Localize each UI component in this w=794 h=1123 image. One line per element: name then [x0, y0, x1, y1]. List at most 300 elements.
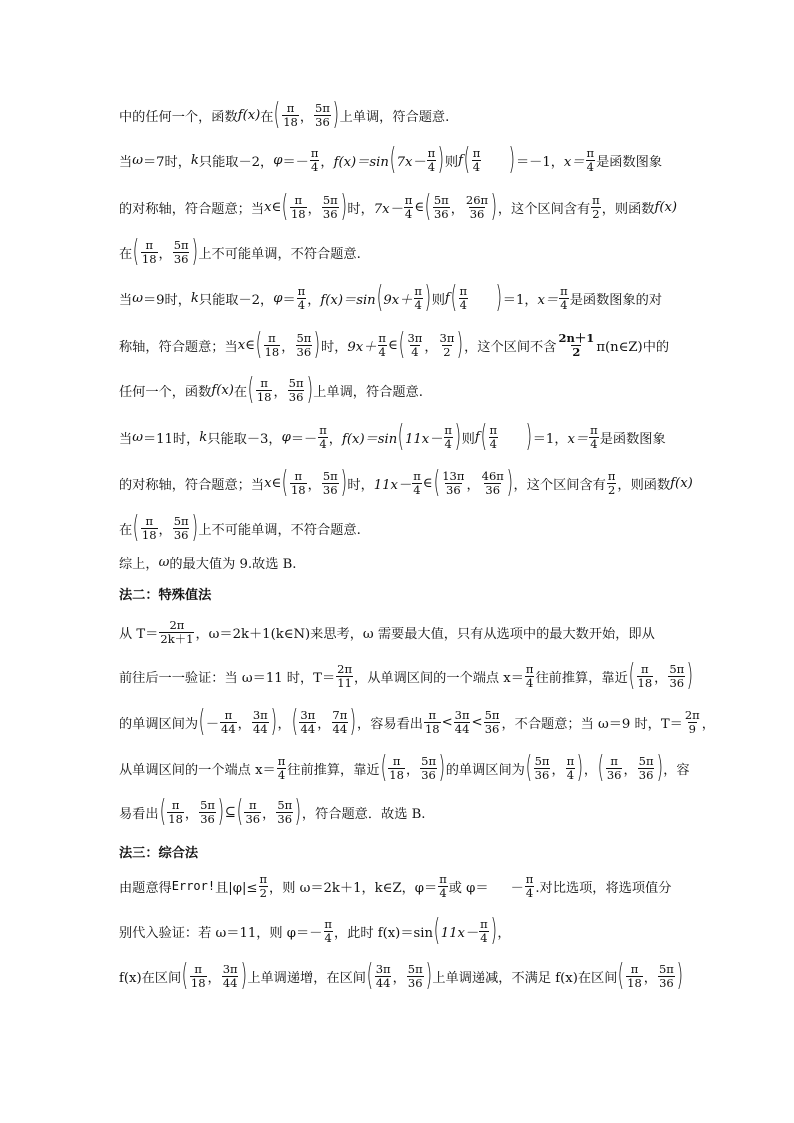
den: 18 [637, 675, 653, 690]
text: 只能取 [198, 154, 239, 170]
num: π [560, 283, 568, 298]
num: π [428, 707, 437, 722]
interval: ( $\frac{\pi}{36}$ ， $\frac{5\pi}{36}$ ) [236, 794, 302, 829]
fraction [322, 470, 339, 497]
interval: ( $\frac{\pi}{18}$ ， $\frac{5\pi}{36}$ ) [618, 958, 683, 993]
interval: ( $\frac{\pi}{18}$ ， $\frac{3\pi}{44}$ ) [181, 958, 247, 993]
num: π [630, 961, 639, 976]
num: π [610, 753, 618, 768]
den: 2 [572, 344, 581, 359]
den: 36 [659, 975, 674, 990]
den: 36 [534, 767, 550, 782]
text: k [190, 290, 199, 306]
num: π [592, 192, 600, 207]
text: ， [497, 925, 511, 941]
text: ＝－ [282, 154, 309, 170]
text: 往前推算，靠近 [535, 670, 628, 686]
fraction [407, 963, 424, 990]
fraction [310, 147, 320, 174]
num: π [607, 468, 616, 483]
text: x∈ [264, 199, 282, 215]
den: 4 [277, 767, 286, 782]
fraction [559, 285, 569, 312]
den: 44 [454, 721, 470, 736]
num: π [439, 871, 447, 886]
num: 5π [173, 237, 189, 252]
text: < [471, 714, 483, 730]
fraction [488, 424, 498, 451]
num: π [472, 145, 481, 160]
text: ，则 ω＝2k＋1，k∈Z，φ＝ [269, 880, 438, 896]
text: 时， [321, 339, 348, 355]
den: 36 [245, 811, 261, 826]
text: f(x)＝sin [333, 154, 389, 170]
den: 36 [669, 675, 685, 690]
den: 2 [607, 482, 616, 497]
num: 26π [465, 192, 489, 207]
interval: ( $\frac{\pi}{18}$ ， $\frac{5\pi}{36}$ ) [628, 658, 694, 693]
den: 36 [469, 206, 485, 221]
text: f(x)＝sin [320, 292, 376, 308]
text: ，这个区间含有 [497, 201, 591, 217]
text: ω [132, 152, 143, 168]
fraction [443, 424, 453, 451]
text: f [474, 429, 480, 445]
num: 3π [300, 707, 316, 722]
fraction [412, 470, 422, 497]
text: 综上， [119, 556, 159, 572]
fraction [557, 332, 595, 359]
den: 44 [375, 975, 391, 990]
den: 4 [444, 436, 452, 451]
fraction [525, 663, 535, 690]
den: 2 [259, 885, 267, 900]
fraction [439, 332, 456, 359]
den: 18 [141, 527, 157, 542]
text: φ [281, 429, 291, 445]
text: ∈ [422, 475, 433, 491]
den: 4 [414, 297, 422, 312]
fraction [413, 285, 423, 312]
fraction [173, 515, 190, 542]
text: － [205, 716, 220, 732]
den: 4 [590, 436, 598, 451]
den: 36 [484, 721, 500, 736]
text: ⊆ [224, 804, 236, 820]
paren: ( $\frac{\pi}{4}$ ) [463, 142, 516, 177]
text: f [458, 152, 463, 168]
fraction [404, 194, 414, 221]
line-2 [119, 140, 662, 180]
fraction [299, 709, 316, 736]
paren: ( 9x＋ $\frac{\pi}{4}$ ) [376, 280, 432, 315]
fraction [586, 147, 596, 174]
den: 4 [378, 344, 386, 359]
text: 上不可能单调，不符合题意. [198, 522, 361, 538]
den: 4 [324, 930, 332, 945]
text: 的单调区间为 [119, 716, 199, 732]
fraction [427, 147, 437, 174]
den: 4 [439, 885, 447, 900]
num: π [404, 192, 413, 207]
den: 18 [424, 721, 440, 736]
den: 18 [627, 975, 642, 990]
interval: ( $\frac{\pi}{18}$ ， $\frac{5\pi}{36}$ ) [281, 465, 347, 500]
num: π [224, 707, 233, 722]
line-10 [119, 508, 361, 548]
fraction [318, 424, 328, 451]
text: x＝ [567, 431, 589, 447]
num: π [268, 330, 276, 345]
den: 36 [638, 767, 654, 782]
fraction [336, 663, 353, 690]
text: 当 [119, 154, 133, 170]
fraction [479, 918, 489, 945]
num: 2π [169, 617, 185, 632]
paren: ( 11x－ $\frac{\pi}{4}$ ) [433, 913, 497, 948]
num: 5π [173, 513, 189, 528]
fraction [465, 194, 489, 221]
fraction [290, 194, 307, 221]
text: x＝ [563, 154, 585, 170]
num: π [427, 145, 436, 160]
interval: ( $\frac{3\pi}{44}$ ， $\frac{7\pi}{44}$ ) [291, 704, 357, 739]
num: π [392, 753, 401, 768]
den: 36 [606, 767, 622, 782]
num: 5π [484, 707, 500, 722]
den: 4 [586, 159, 594, 174]
num: π [413, 468, 421, 483]
num: π [194, 961, 202, 976]
num: 3π [407, 330, 423, 345]
text: 是函数图象的对 [569, 292, 663, 308]
den: 4 [526, 675, 534, 690]
line-9 [119, 463, 693, 503]
method-2-heading [119, 578, 211, 608]
den: 36 [296, 344, 312, 359]
num: 7π [332, 707, 348, 722]
interval: ( $\frac{\pi}{18}$ ， $\frac{5\pi}{36}$ ) [281, 189, 347, 224]
fraction [323, 918, 333, 945]
fraction [331, 709, 348, 736]
interval: ( $\frac{\pi}{18}$ ， $\frac{5\pi}{36}$ ) [132, 234, 198, 269]
line-6 [119, 325, 669, 365]
den: 44 [252, 721, 268, 736]
text: 的最大值为 9.故选 B. [169, 556, 297, 572]
text: 往前推算，靠近 [287, 762, 380, 778]
fraction [525, 873, 535, 900]
text: ＝－1， [515, 154, 564, 170]
num: 5π [638, 753, 654, 768]
text: 的对称轴，符合题意；当 [119, 477, 265, 493]
text: 上单调，符合题意. [339, 109, 450, 125]
den: 11 [337, 675, 352, 690]
num: π [444, 422, 452, 437]
text: f(x)＝sin [341, 431, 398, 447]
den: 44 [332, 721, 348, 736]
text: 在 [119, 522, 133, 538]
text: 在 [233, 384, 248, 400]
interval: ( $\frac{5\pi}{36}$ ， $\frac{26\pi}{36}$ ) [424, 189, 498, 224]
text: ＝11 [142, 431, 173, 447]
text: < [441, 714, 453, 730]
fraction [534, 755, 551, 782]
paren: ( $\frac{\pi}{4}$ ) [450, 280, 503, 315]
interval: ( $\frac{13\pi}{36}$ ， $\frac{46\pi}{36}$ ) [433, 465, 513, 500]
fraction [424, 709, 441, 736]
text: 或 φ＝ [448, 880, 489, 896]
fraction [441, 470, 465, 497]
fraction [566, 755, 576, 782]
interval: ( $\frac{3\pi}{44}$ ， $\frac{5\pi}{36}$ ) [366, 958, 432, 993]
den: 4 [472, 159, 481, 174]
text: ， [307, 292, 321, 308]
fraction [658, 963, 675, 990]
den: 36 [322, 206, 338, 221]
fraction [406, 332, 423, 359]
num: 3π [252, 707, 268, 722]
text: f(x) [237, 107, 261, 123]
fraction [589, 424, 599, 451]
den: 4 [319, 436, 327, 451]
den: 36 [288, 389, 304, 404]
den: 36 [173, 251, 189, 266]
text: x＝ [537, 292, 559, 308]
text: 11x－ [373, 477, 412, 493]
interval: ( $\frac{\pi}{18}$ ， $\frac{5\pi}{36}$ ) [274, 97, 339, 132]
fraction [388, 755, 405, 782]
text: 11x－ [404, 431, 443, 447]
text: 法二：特殊值法 [119, 587, 212, 603]
fraction [454, 709, 471, 736]
fraction [607, 470, 617, 497]
text: 时， [347, 477, 374, 493]
text: 由题意得 [119, 880, 172, 896]
text: 的对称轴，符合题意；当 [119, 201, 265, 217]
den: 36 [433, 206, 449, 221]
text: 时， [347, 201, 374, 217]
text: x∈ [264, 475, 282, 491]
num: 2n＋1 [558, 330, 595, 345]
num: π [525, 871, 534, 886]
den: 2 [592, 206, 600, 221]
text: ，容 [663, 762, 690, 778]
text: f(x)在区间 [119, 970, 182, 986]
interval: ( $\frac{\pi}{36}$ ， $\frac{5\pi}{36}$ ) [597, 750, 663, 785]
num: π [480, 916, 488, 931]
num: π [324, 916, 332, 931]
fraction [173, 239, 190, 266]
fraction [322, 194, 339, 221]
fraction [375, 963, 392, 990]
den: 4 [560, 297, 568, 312]
line-17 [119, 792, 425, 832]
fraction [297, 285, 307, 312]
num: π [277, 753, 286, 768]
num: 2π [684, 707, 700, 722]
num: 5π [658, 961, 674, 976]
text: 上不可能单调，不符合题意. [198, 246, 361, 262]
den: 36 [407, 975, 423, 990]
text: ，则函数 [601, 201, 655, 217]
num: π [145, 237, 153, 252]
text: 从单调区间的一个端点 x＝ [119, 762, 276, 778]
paren: ( 11x－ $\frac{\pi}{4}$ ) [397, 419, 462, 454]
den: 36 [322, 482, 338, 497]
fraction [459, 285, 469, 312]
num: π [310, 145, 319, 160]
num: 5π [407, 961, 423, 976]
text: φ [273, 290, 283, 306]
fraction [472, 147, 482, 174]
num: π [286, 100, 295, 115]
line-3 [119, 187, 677, 227]
text: 上单调递增，在区间 [247, 970, 366, 986]
den: 18 [168, 811, 183, 826]
text: Error! [171, 879, 216, 893]
num: π [586, 145, 595, 160]
num: π [641, 661, 649, 676]
fraction [420, 755, 437, 782]
fraction [638, 755, 655, 782]
den: 36 [485, 482, 501, 497]
den: 18 [256, 389, 272, 404]
text: 在 [260, 109, 274, 125]
text: ω [132, 290, 143, 306]
interval: ( $\frac{\pi}{18}$ ， $\frac{5\pi}{36}$ ) [247, 372, 313, 407]
text: 别代入验证：若 ω＝11，则 φ＝－ [119, 925, 323, 941]
paren: ( 7x－ $\frac{\pi}{4}$ ) [389, 142, 445, 177]
den: 4 [310, 159, 319, 174]
text: 则 [461, 431, 475, 447]
fraction [264, 332, 281, 359]
fraction [606, 755, 623, 782]
num: π [319, 422, 327, 437]
num: 5π [433, 192, 449, 207]
text: ＝7 [142, 154, 165, 170]
text: 任何一个，函数 [119, 384, 212, 400]
line-14 [119, 656, 694, 696]
fraction [159, 619, 194, 646]
den: 36 [277, 811, 293, 826]
fraction [290, 470, 307, 497]
fraction [252, 709, 269, 736]
fraction [256, 377, 273, 404]
text: 只能取 [198, 292, 239, 308]
text: ，容易看出 [357, 716, 423, 732]
num: 46π [481, 468, 504, 483]
text: ，符合题意．故选 B. [301, 806, 426, 822]
text: 的单调区间为 [445, 762, 525, 778]
text: f(x) [654, 199, 678, 215]
text: 11x－ [440, 925, 479, 941]
line-13 [119, 612, 655, 652]
den: 2 [443, 344, 451, 359]
line-4 [119, 232, 361, 272]
line-19 [119, 866, 671, 906]
fraction [199, 799, 216, 826]
text: ∈ [387, 337, 398, 353]
den: 18 [389, 767, 404, 782]
line-16: 从单调区间的一个端点 x＝ $\frac{\pi}{4}$ 往前推算，靠近 ( $\frac{\pi}{18}$ ， $\frac{5\pi}{36}$ ) 的单调区间为 ( $\frac{5\pi}{36}$ ， $\frac{\pi}{4}$ ) ， ( $\frac{\pi}{36}$ ， $\frac{5\pi}{36}$ ) ，容 [119, 750, 690, 785]
fraction [190, 963, 207, 990]
fraction [295, 332, 312, 359]
num: π [171, 797, 180, 812]
text: f(x) [670, 475, 693, 491]
den: 4 [413, 482, 421, 497]
den: 4 [459, 297, 467, 312]
num: 5π [277, 797, 293, 812]
den: 44 [222, 975, 238, 990]
den: 4 [404, 206, 413, 221]
den: 4 [525, 885, 534, 900]
text: π(n∈Z)中的 [596, 339, 670, 355]
text: 9x＋ [347, 339, 377, 355]
den: 2k＋1 [160, 631, 194, 646]
text: x∈ [237, 337, 255, 353]
text: 上单调，符合题意. [313, 384, 423, 400]
text: ＝ [282, 292, 296, 308]
paren: ( $\frac{\pi}{4}$ ) [480, 419, 533, 454]
text: 是函数图象 [596, 154, 663, 170]
text: ，这个区间含有 [513, 477, 606, 493]
num: π [145, 513, 153, 528]
text: 时， [172, 431, 200, 447]
line-8 [119, 417, 666, 457]
text: 上单调递减，不满足 f(x)在区间 [432, 970, 618, 986]
text: k [199, 429, 208, 445]
num: π [414, 283, 422, 298]
den: 4 [489, 436, 497, 451]
num: 3π [222, 961, 238, 976]
text: 则 [431, 292, 445, 308]
den: 18 [141, 251, 157, 266]
text: 易看出 [119, 806, 159, 822]
num: π [260, 375, 268, 390]
interval: ( $\frac{\pi}{18}$ ， $\frac{5\pi}{36}$ ) [380, 750, 446, 785]
den: 4 [411, 344, 419, 359]
num: π [378, 330, 386, 345]
line-11 [119, 547, 297, 577]
fraction [668, 663, 685, 690]
num: π [294, 468, 303, 483]
line-1 [119, 95, 449, 135]
den: 18 [290, 482, 306, 497]
text: ∈ [414, 199, 425, 215]
text: 称轴，符合题意；当 [119, 339, 238, 355]
text: ω [158, 554, 170, 570]
text: 在 [119, 246, 133, 262]
line-15: 的单调区间为 ( － $\frac{\pi}{44}$ ， $\frac{3\pi}{44}$ ) ， ( $\frac{3\pi}{44}$ ， $\frac{7\pi}{44}$ ) ，容易看出 $\frac{\pi}{18}$ < $\frac{3\pi}{44}$ < $\frac{5\pi}{36}$ ，不合题意；当 ω＝9 时，T＝ $\frac{2\pi}{9}$ ， [119, 704, 715, 739]
den: 4 [297, 297, 306, 312]
text: φ [273, 152, 283, 168]
line-7 [119, 370, 423, 410]
text: ，则函数 [617, 477, 671, 493]
text: －2， [238, 154, 274, 170]
fraction [377, 332, 387, 359]
line-21 [119, 956, 684, 996]
num: π [297, 283, 306, 298]
interval: ( $\frac{\pi}{18}$ ， $\frac{5\pi}{36}$ ) [255, 327, 321, 362]
interval: ( $\frac{\pi}{18}$ ， $\frac{5\pi}{36}$ ) [159, 794, 225, 829]
fraction [222, 963, 239, 990]
num: π [259, 871, 268, 886]
text: 只能取 [207, 431, 247, 447]
num: 5π [315, 100, 330, 115]
fraction [276, 799, 293, 826]
num: 5π [669, 661, 685, 676]
fraction [277, 755, 287, 782]
